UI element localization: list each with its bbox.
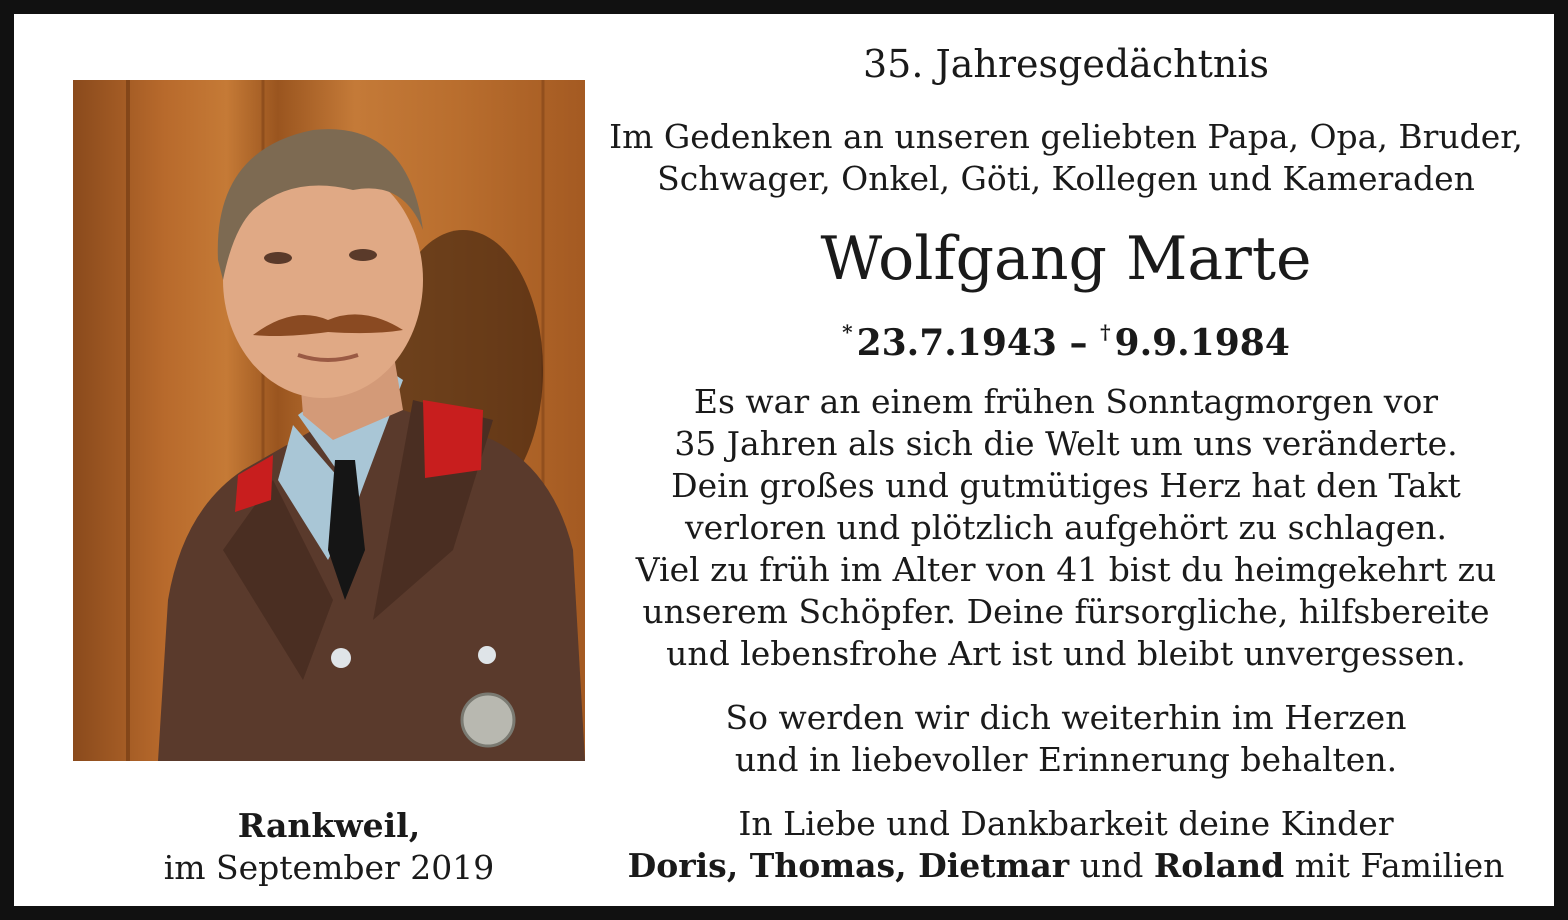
memorial-line: Es war an einem frühen Sonntagmorgen vor <box>693 382 1439 421</box>
memorial-line: verloren und plötzlich aufgehört zu schlagen. <box>685 508 1447 547</box>
portrait-photo-icon <box>73 80 585 761</box>
memorial-line: Dein großes und gutmütiges Herz hat den Takt <box>671 466 1461 505</box>
signature-block <box>600 803 1532 887</box>
memorial-line: 35 Jahren als sich die Welt um uns veränderte. <box>674 424 1458 463</box>
death-symbol: † <box>1100 320 1111 344</box>
anniversary-heading: 35. Jahresgedächtnis <box>863 42 1269 86</box>
intro-line: Im Gedenken an unseren geliebten Papa, Opa, Bruder, <box>609 117 1523 156</box>
memorial-line: Viel zu früh im Alter von 41 bist du heimgekehrt zu <box>635 550 1497 589</box>
life-dates <box>600 308 1532 367</box>
deceased-name: Wolfgang Marte <box>820 224 1312 294</box>
and-word: und <box>1069 846 1154 885</box>
signature-intro: In Liebe und Dankbarkeit deine Kinder <box>738 804 1394 843</box>
children-names: Doris, Thomas, Dietmar <box>627 846 1070 885</box>
memorial-line: unserem Schöpfer. Deine fürsorgliche, hilfsbereite <box>642 592 1490 631</box>
death-date: 9.9.1984 <box>1114 322 1290 364</box>
memorial-text <box>600 381 1532 675</box>
closing-line: und in liebevoller Erinnerung behalten. <box>734 740 1398 779</box>
families-suffix: mit Familien <box>1284 846 1505 885</box>
closing-line: So werden wir dich weiterhin im Herzen <box>725 698 1407 737</box>
birth-date: 23.7.1943 <box>856 322 1057 364</box>
signature-names <box>600 845 1532 887</box>
closing-text <box>600 697 1532 781</box>
intro-line: Schwager, Onkel, Göti, Kollegen und Kameraden <box>657 159 1475 198</box>
birth-symbol: * <box>842 320 853 344</box>
place-label: Rankweil, <box>237 806 421 845</box>
portrait-photo <box>73 80 585 761</box>
child-name-roland: Roland <box>1153 846 1285 885</box>
memorial-line: und lebensfrohe Art ist und bleibt unvergessen. <box>666 634 1466 673</box>
intro-text <box>600 116 1532 200</box>
date-label: im September 2019 <box>163 848 495 887</box>
date-separator: – <box>1069 322 1088 364</box>
